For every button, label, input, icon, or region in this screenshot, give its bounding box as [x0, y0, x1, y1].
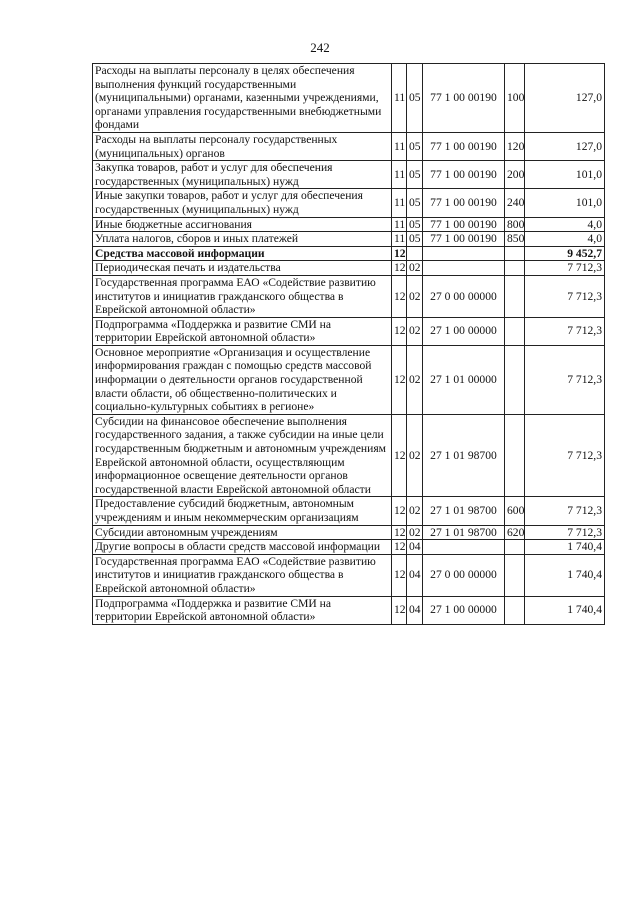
row-expense-type-cell: 600 — [505, 497, 525, 525]
row-subsection-cell: 05 — [407, 64, 423, 133]
row-subsection-cell: 05 — [407, 132, 423, 160]
row-target-article-cell: 27 1 01 00000 — [423, 345, 505, 414]
row-name-cell: Средства массовой информации — [93, 246, 392, 261]
row-subsection-cell: 05 — [407, 161, 423, 189]
row-target-article-cell: 27 0 00 00000 — [423, 275, 505, 317]
table-row — [93, 540, 605, 555]
row-subsection-cell: 05 — [407, 232, 423, 247]
row-section-cell: 12 — [392, 317, 407, 345]
row-target-article-cell: 27 1 01 98700 — [423, 497, 505, 525]
row-sum-cell: 7 712,3 — [525, 261, 605, 276]
table-row — [93, 345, 605, 414]
row-target-article-cell — [423, 540, 505, 555]
row-name-cell: Периодическая печать и издательства — [93, 261, 392, 276]
row-sum-cell: 7 712,3 — [525, 525, 605, 540]
row-section-cell: 12 — [392, 497, 407, 525]
table-row — [93, 317, 605, 345]
row-expense-type-cell: 100 — [505, 64, 525, 133]
row-subsection-cell: 02 — [407, 345, 423, 414]
row-sum-cell: 101,0 — [525, 161, 605, 189]
row-section-cell: 12 — [392, 554, 407, 596]
row-subsection-cell: 05 — [407, 217, 423, 232]
row-expense-type-cell — [505, 261, 525, 276]
row-sum-cell: 7 712,3 — [525, 317, 605, 345]
row-name-cell: Иные бюджетные ассигнования — [93, 217, 392, 232]
table-row — [93, 554, 605, 596]
row-subsection-cell: 04 — [407, 540, 423, 555]
row-sum-cell: 1 740,4 — [525, 554, 605, 596]
row-subsection-cell: 02 — [407, 414, 423, 497]
row-section-cell: 12 — [392, 596, 407, 624]
row-subsection-cell: 04 — [407, 596, 423, 624]
table-row — [93, 275, 605, 317]
table-row — [93, 232, 605, 247]
row-sum-cell: 7 712,3 — [525, 275, 605, 317]
row-expense-type-cell — [505, 317, 525, 345]
row-sum-cell: 1 740,4 — [525, 596, 605, 624]
row-name-cell: Другие вопросы в области средств массовой информации — [93, 540, 392, 555]
row-subsection-cell — [407, 246, 423, 261]
row-sum-cell: 9 452,7 — [525, 246, 605, 261]
row-expense-type-cell — [505, 414, 525, 497]
row-expense-type-cell: 200 — [505, 161, 525, 189]
row-name-cell: Государственная программа ЕАО «Содействие развитию институтов и инициатив гражданского общества в Еврейской автономной области» — [93, 275, 392, 317]
table-row — [93, 246, 605, 261]
row-section-cell: 11 — [392, 161, 407, 189]
table-row — [93, 596, 605, 624]
row-section-cell: 12 — [392, 540, 407, 555]
row-sum-cell: 127,0 — [525, 132, 605, 160]
row-target-article-cell: 27 1 00 00000 — [423, 596, 505, 624]
row-section-cell: 12 — [392, 275, 407, 317]
table-row — [93, 189, 605, 217]
table-row — [93, 64, 605, 133]
row-target-article-cell: 27 1 01 98700 — [423, 525, 505, 540]
row-sum-cell: 101,0 — [525, 189, 605, 217]
row-sum-cell: 7 712,3 — [525, 497, 605, 525]
row-section-cell: 12 — [392, 525, 407, 540]
row-expense-type-cell: 850 — [505, 232, 525, 247]
row-sum-cell: 4,0 — [525, 232, 605, 247]
row-expense-type-cell: 800 — [505, 217, 525, 232]
row-target-article-cell — [423, 261, 505, 276]
table-row — [93, 217, 605, 232]
page-number: 242 — [310, 40, 330, 55]
budget-table — [92, 63, 605, 625]
row-section-cell: 11 — [392, 64, 407, 133]
row-name-cell: Закупка товаров, работ и услуг для обеспечения государственных (муниципальных) нужд — [93, 161, 392, 189]
row-name-cell: Расходы на выплаты персоналу в целях обеспечения выполнения функций государственными (муниципальными) органами, казенными учреждениями, органами управления государственными внебюджетными фондами — [93, 64, 392, 133]
row-subsection-cell: 04 — [407, 554, 423, 596]
row-name-cell: Расходы на выплаты персоналу государственных (муниципальных) органов — [93, 132, 392, 160]
row-name-cell: Основное мероприятие «Организация и осуществление информирования граждан с помощью средств массовой информации о деятельности органов государственной власти области, об общественно-политических и социально-культурных событиях в регионе» — [93, 345, 392, 414]
table-row — [93, 525, 605, 540]
row-name-cell: Субсидии автономным учреждениям — [93, 525, 392, 540]
row-expense-type-cell — [505, 554, 525, 596]
row-expense-type-cell: 620 — [505, 525, 525, 540]
table-row — [93, 161, 605, 189]
row-target-article-cell: 27 1 01 98700 — [423, 414, 505, 497]
row-sum-cell: 1 740,4 — [525, 540, 605, 555]
row-section-cell: 12 — [392, 246, 407, 261]
row-expense-type-cell: 120 — [505, 132, 525, 160]
row-target-article-cell — [423, 246, 505, 261]
row-expense-type-cell — [505, 540, 525, 555]
budget-table-body — [93, 64, 605, 625]
row-target-article-cell: 77 1 00 00190 — [423, 64, 505, 133]
row-subsection-cell: 02 — [407, 317, 423, 345]
row-section-cell: 12 — [392, 414, 407, 497]
row-sum-cell: 4,0 — [525, 217, 605, 232]
row-target-article-cell: 27 0 00 00000 — [423, 554, 505, 596]
row-expense-type-cell — [505, 596, 525, 624]
row-name-cell: Государственная программа ЕАО «Содействие развитию институтов и инициатив гражданского общества в Еврейской автономной области» — [93, 554, 392, 596]
row-target-article-cell: 27 1 00 00000 — [423, 317, 505, 345]
row-target-article-cell: 77 1 00 00190 — [423, 189, 505, 217]
row-expense-type-cell — [505, 275, 525, 317]
row-name-cell: Подпрограмма «Поддержка и развитие СМИ на территории Еврейской автономной области» — [93, 317, 392, 345]
row-expense-type-cell — [505, 345, 525, 414]
row-subsection-cell: 02 — [407, 525, 423, 540]
row-section-cell: 12 — [392, 261, 407, 276]
row-expense-type-cell: 240 — [505, 189, 525, 217]
row-section-cell: 11 — [392, 132, 407, 160]
row-name-cell: Уплата налогов, сборов и иных платежей — [93, 232, 392, 247]
row-section-cell: 12 — [392, 345, 407, 414]
row-subsection-cell: 02 — [407, 261, 423, 276]
row-name-cell: Предоставление субсидий бюджетным, автономным учреждениям и иным некоммерческим организациям — [93, 497, 392, 525]
row-subsection-cell: 02 — [407, 497, 423, 525]
row-expense-type-cell — [505, 246, 525, 261]
row-sum-cell: 7 712,3 — [525, 345, 605, 414]
row-section-cell: 11 — [392, 217, 407, 232]
row-name-cell: Субсидии на финансовое обеспечение выполнения государственного задания, а также субсидии на иные цели государственным бюджетным и автономным учреждениям Еврейской автономной области, осуществляющим информационное освещение деятельности органов государственной власти Еврейской автономной области — [93, 414, 392, 497]
row-target-article-cell: 77 1 00 00190 — [423, 217, 505, 232]
row-target-article-cell: 77 1 00 00190 — [423, 132, 505, 160]
table-row — [93, 132, 605, 160]
row-subsection-cell: 05 — [407, 189, 423, 217]
row-name-cell: Иные закупки товаров, работ и услуг для обеспечения государственных (муниципальных) нужд — [93, 189, 392, 217]
row-section-cell: 11 — [392, 189, 407, 217]
table-row — [93, 497, 605, 525]
row-section-cell: 11 — [392, 232, 407, 247]
row-name-cell: Подпрограмма «Поддержка и развитие СМИ на территории Еврейской автономной области» — [93, 596, 392, 624]
row-target-article-cell: 77 1 00 00190 — [423, 232, 505, 247]
table-row — [93, 261, 605, 276]
table-row — [93, 414, 605, 497]
row-subsection-cell: 02 — [407, 275, 423, 317]
row-target-article-cell: 77 1 00 00190 — [423, 161, 505, 189]
row-sum-cell: 7 712,3 — [525, 414, 605, 497]
row-sum-cell: 127,0 — [525, 64, 605, 133]
